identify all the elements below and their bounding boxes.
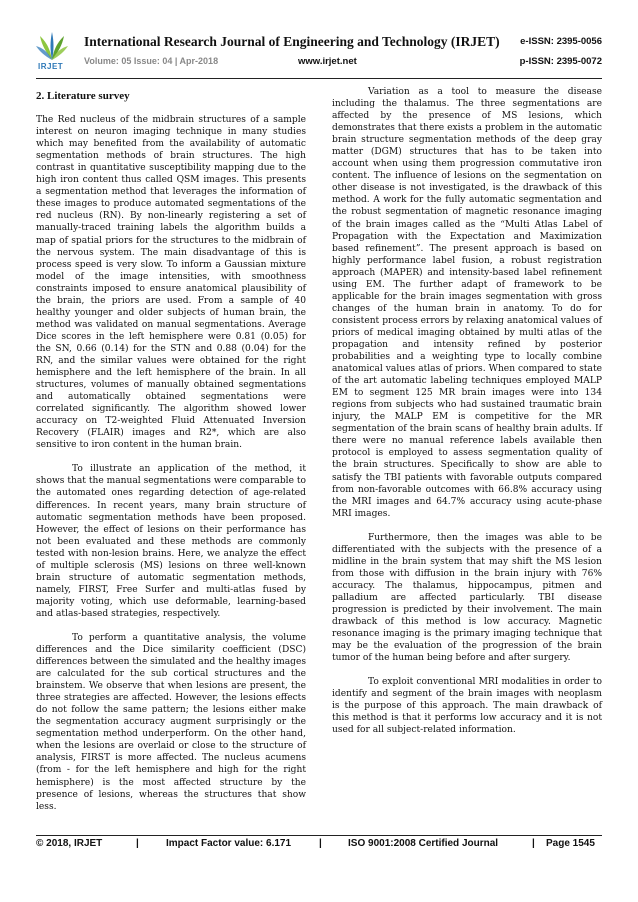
footer-copyright: © 2018, IRJET	[36, 838, 103, 849]
paragraph: The Red nucleus of the midbrain structures of a sample interest on neuron imaging technique in many studies which may benefited from the availability of automatic segmentation methods of brain structures. The high contrast in quantitative susceptibility mapping due to the high iron content thus called QSM images. This presents a segmentation method that leverages the information of these images to produce automated segmentations of the red nucleus (RN). By non-linearly registering a set of manually-traced training labels the algorithm builds a map of spatial priors for the structures to the midbrain of the nervous system. The main disadvantage of this is process speed is very slow. To inform a Gaussian mixture model of the image intensities, with smoothness constraints imposed to ensure anatomical plausibility of the brain, the priors are used. From a sample of 40 healthy younger and older subjects of human brain, the method was validated on manual segmentations. Average Dice scores in the left hemisphere were 0.81 (0.05) for the SN, 0.66 (0.14) for the STN and 0.88 (0.04) for the RN, and the similar values were obtained for the right hemisphere and the left hemisphere of the brain. In all structures, volumes of manually obtained segmentations and automatically obtained segmentations were correlated significantly. The algorithm showed lower accuracy on T2-weighted Fluid Attenuated Inversion Recovery (FLAIR) images and R2*, which are also sensitive to iron content in the human brain.	[36, 115, 306, 451]
eissn: e-ISSN: 2395-0056	[520, 36, 602, 47]
leaf-logo-icon	[36, 32, 68, 62]
paragraph: To perform a quantitative analysis, the volume differences and the Dice similarity coefficient (DSC) differences between the simulated and the healthy images are calculated for the sub cortical structures and the brainstem. We observe that when lesions are present, the three strategies are affected. However, the lesions effects do not follow the same pattern; the lesions either make the segmentation accuracy augment surprisingly or the segmentation method underperform. On the other hand, when the lesions are overlaid or close to the structure of analysis, FIRST is more affected. The nucleus acumens (from - for the left hemisphere and high for the right hemisphere) is the most affected structure by the presence of lesions, whereas the structures that show less.	[36, 632, 306, 812]
footer-separator: |	[136, 838, 139, 849]
left-column	[36, 86, 306, 825]
page-footer	[36, 838, 602, 854]
section-title: 2. Literature survey	[36, 90, 130, 102]
paragraph: To exploit conventional MRI modalities in order to identify and segment of the brain images with neoplasm is the purpose of this approach. The main drawback of this method is that it performs low accuracy and it is not used for all subject-related information.	[332, 677, 602, 736]
paragraph: Variation as a tool to measure the disease including the thalamus. The three segmentations are affected by the presence of MS lesions, which demonstrates that there exists a problem in the automatic brain structure segmentation methods of the deep gray matter (DGM) structures that has to be taken into account when using them progression commutative iron content. The influence of lesions on the segmentation on other disease is not investigated, is the drawback of this method. A work for the fully automatic segmentation and the robust segmentation of magnetic resonance imaging of the brain images called as the “Multi Atlas Label of Propagation with the Expectation and Maximization based refinement”. The present approach is based on highly performance label fusion, a robust registration approach (MAPER) and intensity-based label refinement using EM. The further adapt of framework to be applicable for the brain images segmentation with gross changes of the human brain in anatomy. To do for consistent process errors by relaxing anatomical values of priors of medical imaging obtained by multi atlas of the propagation and intensity refined by posterior probabilities and a weighting type to locally combine anatomical values atlas of priors. When compared to state of the art automatic labeling techniques employed MALP EM to segment 125 MR brain images were into 134 regions from subjects who had sustained traumatic brain injury, the MALP EM is competitive for the MR segmentation of the brain scans of healthy brain adults. If there were no manual reference labels available then protocol is employed to assess segmentation quality of the brain structures. Specifically to show are able to satisfy the TBI patients with favorable outputs compared from non-favorable outcomes with 66.8% accuracy using the MRI images and 64.7% accuracy using acute-phase MRI images.	[332, 87, 602, 519]
pissn: p-ISSN: 2395-0072	[519, 56, 602, 67]
footer-separator: |	[319, 838, 322, 849]
right-column	[332, 86, 602, 748]
journal-title: International Research Journal of Engineering and Technology (IRJET)	[84, 34, 500, 49]
paragraph: To illustrate an application of the method, it shows that the manual segmentations were comparable to the automated ones regarding detection of age-related differences. In recent years, many brain structure of automatic segmentation methods have been proposed. However, the effect of lesions on their performance has not been evaluated and these methods are commonly tested with non-lesion brains. Here, we analyze the effect of multiple sclerosis (MS) lesions on three well-known brain structure of automatic segmentation methods, namely, FIRST, Free Surfer and multi-atlas fused by majority voting, which use deformable, learning-based and atlas-based strategies, respectively.	[36, 464, 306, 619]
paragraph: Furthermore, then the images was able to be differentiated with the subjects with the presence of a midline in the brain system that may shift the MS lesion from those with diffusion in the brain injury with 76% accuracy. The thalamus, hippocampus, pitmen and palladium are affected particularly. TBI disease progression is predicted by their involvement. The main drawback of this method is low accuracy. Magnetic resonance imaging is the primary imaging technique that may be the evaluation of the progression of the brain tumor of the human being before and after surgery.	[332, 532, 602, 664]
logo-text: IRJET	[38, 62, 64, 71]
page-header	[36, 30, 602, 76]
footer-divider	[36, 835, 602, 836]
footer-impact-factor: Impact Factor value: 6.171	[166, 838, 292, 849]
header-divider	[36, 78, 602, 79]
volume-issue: Volume: 05 Issue: 04 | Apr-2018	[84, 56, 219, 66]
website-link[interactable]: www.irjet.net	[298, 56, 357, 67]
footer-separator: |	[532, 838, 535, 849]
irjet-logo	[36, 32, 68, 74]
footer-page-number: Page 1545	[546, 838, 595, 849]
footer-iso: ISO 9001:2008 Certified Journal	[348, 838, 499, 849]
